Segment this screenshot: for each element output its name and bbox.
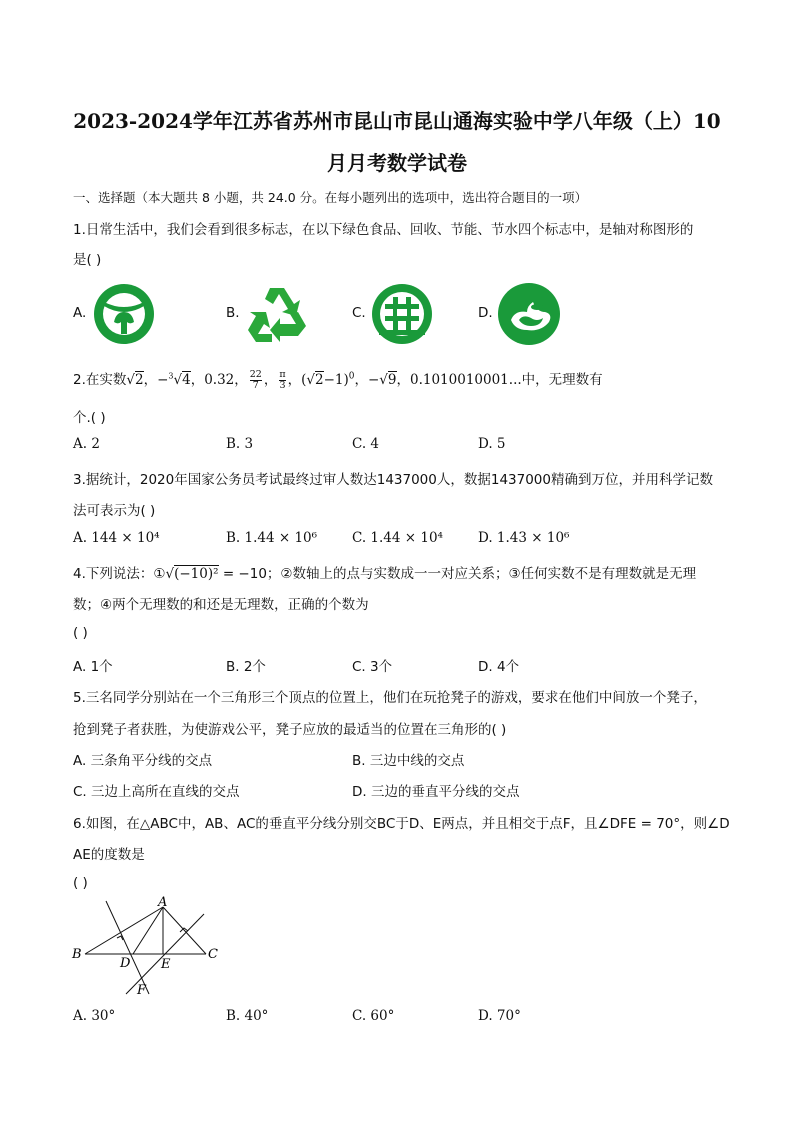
q6-option-d[interactable]: D. 70° [478,1008,521,1024]
q4-stem-line1: 4.下列说法：①√(−10)² = −10；②数轴上的点与实数成一一对应关系；③任何实数不是有理数就是无理 [73,566,697,582]
q5-option-c[interactable]: C. 三边上高所在直线的交点 [73,784,240,800]
q5-option-b[interactable]: B. 三边中线的交点 [352,753,465,769]
q2-item-neg-sqrt9: −√9 [367,372,397,388]
q4-stem-line3: ( ) [73,625,88,641]
q2-option-c[interactable]: C. 4 [352,436,380,452]
q6-option-c[interactable]: C. 60° [352,1008,395,1024]
page-title-line2: 月月考数学试卷 [327,151,467,175]
q2-stem-line1: 2.在实数√2，−$^3$√4，0.32， $\frac{22}{7}$ ， $\frac{\pi}{3}$ ，$(√2-1)^0$，−√9，0.1010010001...中，无理数有 [73,368,603,391]
q3-stem-line2: 法可表示为( ) [73,503,156,519]
recycle-icon [244,282,310,350]
q6-stem-line2: AE的度数是 [73,847,145,863]
label-a: A [158,895,168,910]
label-b: B [72,947,82,962]
q5-stem-line1: 5.三名同学分别站在一个三角形三个顶点的位置上，他们在玩抢凳子的游戏，要求在他们中间放一个凳子， [73,690,707,706]
q1-option-c-label: C. [352,305,366,321]
page-title-line1: 2023-2024学年江苏省苏州市昆山市昆山通海实验中学八年级（上）10 [73,109,721,133]
q5-option-a[interactable]: A. 三条角平分线的交点 [73,753,213,769]
q2-item-sqrt2: √2 [126,372,144,388]
q2-stem-line2: 个.( ) [73,410,106,426]
q4-sqrt-expression: √(−10)² [165,566,219,582]
q3-option-a[interactable]: A. 144 × 10⁴ [73,530,160,546]
label-f: F [137,983,147,998]
q2-item-22-over-7: $\frac{22}{7}$ [249,368,262,391]
q4-stem-line2: 数；④两个无理数的和还是无理数，正确的个数为 [73,597,369,613]
segment-ac [163,907,206,954]
q4-option-a[interactable]: A. 1个 [73,659,113,675]
segment-ad [133,907,163,954]
q3-option-b[interactable]: B. 1.44 × 10⁶ [226,530,318,546]
q6-stem-line3: ( ) [73,875,88,891]
q1-stem-line2: 是( ) [73,252,102,268]
green-food-logo-icon [92,282,156,350]
q5-option-d[interactable]: D. 三边的垂直平分线的交点 [352,784,520,800]
q3-stem-line1: 3.据统计，2020年国家公务员考试最终过审人数达1437000人，数据1437000精确到万位，并用科学记数 [73,472,713,488]
q2-item-pi-over-3: $\frac{\pi}{3}$ [279,368,286,391]
q3-option-c[interactable]: C. 1.44 × 10⁴ [352,530,443,546]
q1-option-b-label: B. [226,305,240,321]
q3-option-d[interactable]: D. 1.43 × 10⁶ [478,530,570,546]
q4-option-b[interactable]: B. 2个 [226,659,266,675]
perp-bisector-ab [106,901,149,994]
q2-item-032: 0.32 [204,372,235,388]
q4-option-c[interactable]: C. 3个 [352,659,393,675]
q6-option-b[interactable]: B. 40° [226,1008,269,1024]
q6-option-a[interactable]: A. 30° [73,1008,116,1024]
q1-stem-line1: 1.日常生活中，我们会看到很多标志，在以下绿色食品、回收、节能、节水四个标志中，是轴对称图形的 [73,222,694,238]
q5-stem-line2: 抢到凳子者获胜，为使游戏公平，凳子应放的最适当的位置在三角形的( ) [73,722,507,738]
label-c: C [208,947,218,962]
q4-option-d[interactable]: D. 4个 [478,659,520,675]
segment-ab [85,907,163,954]
q2-option-d[interactable]: D. 5 [478,436,506,452]
water-saving-logo-icon [497,282,561,350]
q2-suffix: 中，无理数有 [521,372,603,388]
q2-option-a[interactable]: A. 2 [73,436,100,452]
q2-prefix: 2.在实数 [73,372,127,388]
label-d: D [120,956,131,971]
q1-option-d-label: D. [478,305,493,321]
q2-option-b[interactable]: B. 3 [226,436,254,452]
q2-item-decimal: 0.1010010001... [410,372,522,388]
q6-stem-line1: 6.如图，在△ABC中，AB、AC的垂直平分线分别交BC于D、E两点，并且相交于点F，且∠DFE = 70°，则∠D [73,816,730,832]
q2-item-power-zero: $(√2-1)^0$ [301,371,355,388]
energy-saving-logo-icon [370,282,434,350]
section-heading: 一、选择题（本大题共 8 小题，共 24.0 分。在每小题列出的选项中，选出符合题目的一项） [73,190,588,205]
triangle-figure [66,894,236,1003]
q1-option-a-label: A. [73,305,87,321]
q2-item-neg-cbrt4: −$^3$√4 [157,371,191,388]
label-e: E [161,957,171,972]
